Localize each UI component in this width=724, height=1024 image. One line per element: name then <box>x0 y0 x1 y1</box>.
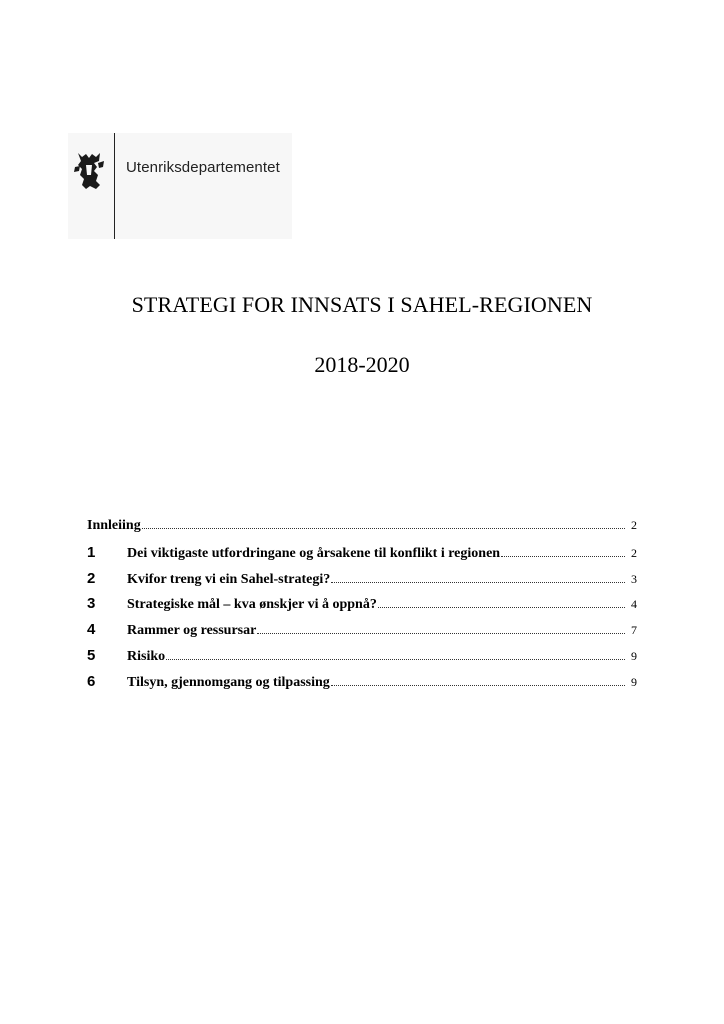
toc-number: 3 <box>87 595 96 613</box>
toc-number: 1 <box>87 543 96 561</box>
toc-page-number: 2 <box>631 518 637 532</box>
toc-leader <box>331 684 625 686</box>
toc-page-number: 3 <box>631 571 637 586</box>
toc-number: 5 <box>87 646 96 664</box>
toc-label: Innleiing <box>87 518 141 533</box>
toc-label: Rammer og ressursar <box>127 623 257 639</box>
document-title: STRATEGI FOR INNSATS I SAHEL-REGIONEN <box>131 292 593 317</box>
toc-entry-4[interactable] <box>87 621 637 647</box>
table-of-contents <box>87 518 637 699</box>
logo-divider <box>114 133 115 239</box>
toc-leader <box>331 581 625 583</box>
toc-entry-3[interactable] <box>87 595 637 621</box>
toc-number: 2 <box>87 569 96 587</box>
toc-number: 4 <box>87 621 96 639</box>
toc-entry-5[interactable] <box>87 647 637 673</box>
toc-entry-6[interactable] <box>87 673 637 699</box>
toc-label: Tilsyn, gjennomgang og tilpassing <box>127 674 330 690</box>
toc-label: Strategiske mål – kva ønskjer vi å oppnå? <box>127 597 377 613</box>
ministry-logo <box>68 133 292 239</box>
toc-label: Kvifor treng vi ein Sahel-strategi? <box>127 571 331 587</box>
ministry-name: Utenriksdepartementet <box>126 159 280 176</box>
toc-page-number: 7 <box>631 623 637 638</box>
toc-entry-2[interactable] <box>87 570 637 596</box>
toc-leader <box>257 632 625 634</box>
toc-page-number: 4 <box>631 597 637 612</box>
toc-entry-introduction[interactable] <box>87 518 637 544</box>
toc-leader <box>166 658 625 660</box>
toc-page-number: 9 <box>631 674 637 689</box>
toc-leader <box>501 555 625 557</box>
toc-page-number: 2 <box>631 545 637 560</box>
toc-label: Risiko <box>127 648 166 664</box>
lion-crest-icon <box>72 151 106 191</box>
toc-leader <box>142 527 625 529</box>
toc-entry-1[interactable] <box>87 544 637 570</box>
document-years: 2018-2020 <box>314 352 410 377</box>
toc-page-number: 9 <box>631 648 637 663</box>
toc-number: 6 <box>87 672 96 690</box>
toc-label: Dei viktigaste utfordringane og årsakene til konflikt i regionen <box>127 545 501 561</box>
toc-leader <box>378 606 625 608</box>
